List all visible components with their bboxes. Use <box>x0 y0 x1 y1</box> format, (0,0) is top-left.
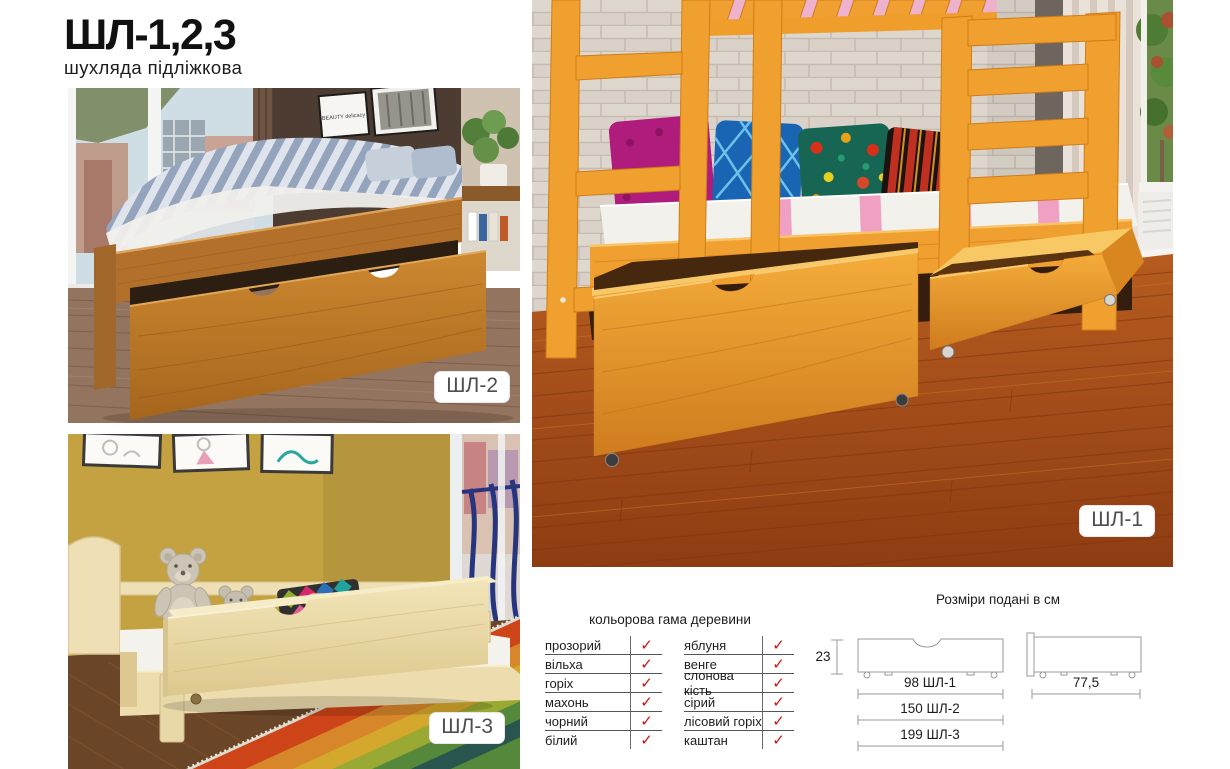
dimensions-diagram <box>815 606 1230 769</box>
photo-shl2-bedroom <box>68 88 520 423</box>
length-line-shl3 <box>858 741 1003 751</box>
color-palette-title: кольорова гама деревини <box>589 612 751 627</box>
color-option-label: каштан <box>684 732 728 748</box>
drawer-front-view <box>858 639 1003 678</box>
photo-label-shl3: ШЛ-3 <box>429 712 505 744</box>
check-icon: ✓ <box>630 636 662 654</box>
color-option-row <box>545 693 662 712</box>
color-option-label: яблуня <box>684 637 727 653</box>
color-option-row <box>545 712 662 731</box>
color-option-label: сірий <box>684 694 716 710</box>
wall-frames <box>83 434 332 473</box>
color-option-row <box>684 636 794 655</box>
height-label: 23 <box>815 649 831 664</box>
length-label-shl2: 150 ШЛ-2 <box>900 701 960 716</box>
color-option-row <box>545 636 662 655</box>
check-icon: ✓ <box>762 636 794 654</box>
color-option-row <box>684 712 794 731</box>
length-line-shl2 <box>858 715 1003 725</box>
color-option-row <box>684 731 794 749</box>
color-option-label: чорний <box>545 713 588 729</box>
color-option-label: прозорий <box>545 637 602 653</box>
color-option-label: махонь <box>545 694 589 710</box>
photo-shl3-kids-room <box>68 434 520 769</box>
product-header <box>64 11 243 79</box>
color-option-row <box>545 674 662 693</box>
check-icon: ✓ <box>762 674 794 692</box>
height-dimension-line <box>831 640 843 674</box>
product-title: ШЛ-1,2,3 <box>64 11 236 59</box>
color-option-label: горіх <box>545 675 574 691</box>
photo-shl1-bunk-bed <box>532 0 1173 567</box>
color-option-label: лісовий горіх <box>684 713 762 729</box>
color-option-row <box>684 693 794 712</box>
drawer-side-view <box>1027 633 1141 678</box>
color-option-label: вільха <box>545 656 583 672</box>
frame-text: BEAUTY delicacy <box>321 112 366 123</box>
color-option-label: білий <box>545 732 578 748</box>
length-line-shl1 <box>858 689 1003 699</box>
color-option-label: слонова кість <box>684 668 734 698</box>
check-icon: ✓ <box>630 655 662 673</box>
color-option-label: венге <box>684 656 717 672</box>
dimensions-title: Розміри подані в см <box>935 592 1061 607</box>
check-icon: ✓ <box>630 712 662 730</box>
check-icon: ✓ <box>630 693 662 711</box>
check-icon: ✓ <box>762 731 794 749</box>
check-icon: ✓ <box>762 693 794 711</box>
color-option-row <box>545 655 662 674</box>
wall-frames <box>318 88 438 140</box>
color-option-row <box>684 668 794 698</box>
color-palette-section <box>545 612 795 749</box>
check-icon: ✓ <box>762 655 794 673</box>
check-icon: ✓ <box>630 731 662 749</box>
photo-shl1-illustration <box>532 0 1173 567</box>
photo-label-shl2: ШЛ-2 <box>434 371 510 403</box>
color-column-left <box>545 636 662 749</box>
depth-label: 77,5 <box>1072 675 1100 690</box>
length-label-shl3: 199 ШЛ-3 <box>900 727 960 742</box>
photo-label-shl1: ШЛ-1 <box>1079 505 1155 537</box>
color-column-right <box>684 636 794 749</box>
depth-line <box>1032 689 1140 699</box>
check-icon: ✓ <box>630 674 662 692</box>
length-label-shl1: 98 ШЛ-1 <box>903 675 957 690</box>
product-subtitle: шухляда підліжкова <box>64 57 243 78</box>
color-option-row <box>545 731 662 749</box>
check-icon: ✓ <box>762 712 794 730</box>
